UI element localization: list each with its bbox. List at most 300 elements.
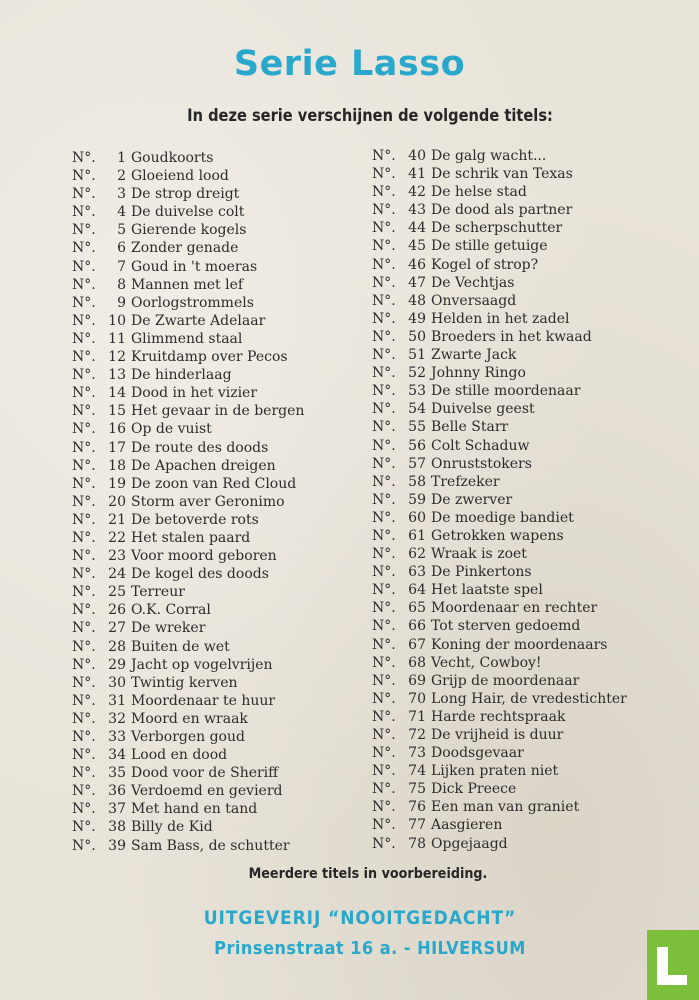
number-label: N°. bbox=[72, 747, 96, 764]
number-label: N°. bbox=[372, 166, 396, 183]
number-label: N°. bbox=[72, 529, 96, 546]
issue-title: Dood in het vizier bbox=[131, 385, 258, 402]
number-label: N°. bbox=[372, 274, 396, 291]
issue-title: Long Hair, de vredestichter bbox=[431, 690, 627, 707]
issue-title: Goud in 't moeras bbox=[131, 258, 258, 275]
issue-number: 35 bbox=[108, 765, 126, 782]
issue-number: 32 bbox=[108, 710, 126, 727]
list-item bbox=[372, 780, 627, 798]
issue-title: Lijken praten niet bbox=[431, 763, 559, 780]
number-label: N°. bbox=[72, 475, 96, 492]
number-label: N°. bbox=[72, 457, 96, 474]
issue-number: 15 bbox=[108, 403, 126, 420]
list-item bbox=[372, 690, 627, 708]
list-item bbox=[72, 239, 304, 257]
list-item bbox=[372, 165, 627, 183]
issue-number: 42 bbox=[408, 184, 426, 201]
issue-number: 13 bbox=[108, 367, 126, 384]
issue-title: Moordenaar en rechter bbox=[431, 600, 598, 617]
list-item bbox=[72, 384, 304, 402]
issue-title: Onruststokers bbox=[431, 455, 532, 472]
list-item bbox=[72, 457, 304, 475]
number-label: N°. bbox=[372, 799, 396, 816]
number-label: N°. bbox=[372, 509, 396, 526]
issue-title: Voor moord geboren bbox=[131, 548, 277, 565]
number-label: N°. bbox=[372, 238, 396, 255]
list-item bbox=[372, 599, 627, 617]
list-item bbox=[72, 348, 304, 366]
issue-title: Mannen met lef bbox=[131, 276, 244, 293]
issue-number: 74 bbox=[408, 763, 426, 780]
list-item bbox=[372, 274, 627, 292]
number-label: N°. bbox=[72, 150, 96, 166]
number-label: N°. bbox=[372, 636, 396, 653]
issue-title: O.K. Corral bbox=[131, 602, 211, 619]
title-list-right bbox=[372, 147, 627, 853]
issue-title: De helse stad bbox=[431, 184, 527, 201]
issue-title: Getrokken wapens bbox=[431, 527, 564, 544]
issue-number: 47 bbox=[408, 274, 426, 291]
list-item bbox=[72, 167, 304, 185]
list-item bbox=[72, 583, 304, 601]
issue-number: 1 bbox=[117, 150, 126, 166]
issue-title: De route des doods bbox=[131, 439, 269, 456]
page-title: Serie Lasso bbox=[233, 44, 466, 84]
issue-number: 29 bbox=[108, 656, 126, 673]
issue-title: De Vechtjas bbox=[431, 274, 515, 291]
issue-number: 77 bbox=[408, 817, 426, 834]
list-item bbox=[372, 816, 627, 834]
issue-title: De Zwarte Adelaar bbox=[131, 312, 266, 329]
issue-number: 57 bbox=[408, 455, 426, 472]
list-item bbox=[72, 294, 304, 312]
list-item bbox=[72, 692, 304, 710]
number-label: N°. bbox=[72, 385, 96, 402]
list-item bbox=[372, 183, 627, 201]
number-label: N°. bbox=[372, 365, 396, 382]
number-label: N°. bbox=[72, 367, 96, 384]
issue-title: De Pinkertons bbox=[431, 564, 532, 581]
list-item bbox=[372, 762, 627, 780]
number-label: N°. bbox=[72, 168, 96, 185]
issue-number: 36 bbox=[108, 783, 126, 800]
list-item bbox=[72, 800, 304, 818]
issue-number: 38 bbox=[108, 819, 126, 836]
issue-number: 67 bbox=[408, 636, 426, 653]
number-label: N°. bbox=[372, 383, 396, 400]
number-label: N°. bbox=[372, 256, 396, 273]
number-label: N°. bbox=[372, 419, 396, 436]
list-item bbox=[72, 402, 304, 420]
number-label: N°. bbox=[372, 745, 396, 762]
issue-number: 8 bbox=[117, 276, 126, 293]
issue-number: 55 bbox=[408, 419, 426, 436]
issue-title: Onversaagd bbox=[431, 292, 517, 309]
number-label: N°. bbox=[72, 819, 96, 836]
publisher-address: Prinsenstraat 16 a. - HILVERSUM bbox=[214, 938, 526, 959]
issue-title: Een man van graniet bbox=[431, 799, 580, 816]
list-item bbox=[372, 473, 627, 491]
number-label: N°. bbox=[72, 349, 96, 366]
number-label: N°. bbox=[372, 600, 396, 617]
issue-number: 23 bbox=[108, 548, 126, 565]
number-label: N°. bbox=[372, 546, 396, 563]
issue-title: Buiten de wet bbox=[131, 638, 230, 655]
list-item bbox=[72, 818, 304, 836]
issue-title: Goudkoorts bbox=[131, 150, 214, 166]
number-label: N°. bbox=[72, 692, 96, 709]
issue-title: De strop dreigt bbox=[131, 186, 240, 203]
issue-number: 5 bbox=[117, 222, 126, 239]
issue-number: 30 bbox=[108, 674, 126, 691]
number-label: N°. bbox=[372, 727, 396, 743]
list-item bbox=[72, 746, 304, 764]
list-item bbox=[72, 728, 304, 746]
number-label: N°. bbox=[72, 222, 96, 239]
issue-number: 9 bbox=[117, 294, 126, 311]
list-item bbox=[72, 782, 304, 800]
issue-number: 18 bbox=[108, 457, 126, 474]
issue-title: Colt Schaduw bbox=[431, 437, 530, 454]
number-label: N°. bbox=[372, 672, 396, 689]
issue-number: 45 bbox=[408, 238, 426, 255]
list-item bbox=[72, 529, 304, 547]
number-label: N°. bbox=[72, 837, 96, 854]
issue-title: Jacht op vogelvrijen bbox=[131, 656, 273, 673]
list-item bbox=[72, 312, 304, 330]
issue-number: 12 bbox=[108, 349, 126, 366]
number-label: N°. bbox=[372, 455, 396, 472]
number-label: N°. bbox=[72, 204, 96, 221]
list-item bbox=[72, 710, 304, 728]
issue-title: De dood als partner bbox=[431, 202, 573, 219]
number-label: N°. bbox=[72, 602, 96, 619]
logo-letter-l bbox=[657, 947, 668, 985]
issue-number: 20 bbox=[108, 493, 126, 510]
list-item bbox=[372, 563, 627, 581]
issue-title: Twintig kerven bbox=[131, 674, 238, 691]
list-item bbox=[72, 511, 304, 529]
list-item bbox=[372, 617, 627, 635]
issue-number: 76 bbox=[408, 799, 426, 816]
issue-number: 31 bbox=[108, 692, 126, 709]
issue-number: 61 bbox=[408, 527, 426, 544]
number-label: N°. bbox=[372, 401, 396, 418]
issue-title: Doodsgevaar bbox=[431, 745, 524, 762]
issue-title: Oorlogstrommels bbox=[131, 294, 254, 311]
issue-number: 39 bbox=[108, 837, 126, 854]
number-label: N°. bbox=[372, 328, 396, 345]
list-item bbox=[372, 400, 627, 418]
issue-number: 43 bbox=[408, 202, 426, 219]
list-item bbox=[372, 835, 627, 853]
issue-title: Broeders in het kwaad bbox=[431, 328, 592, 345]
issue-number: 69 bbox=[408, 672, 426, 689]
list-item bbox=[372, 328, 627, 346]
issue-number: 10 bbox=[108, 312, 126, 329]
list-item bbox=[72, 547, 304, 565]
list-item bbox=[372, 726, 627, 744]
list-item bbox=[372, 636, 627, 654]
number-label: N°. bbox=[72, 710, 96, 727]
issue-number: 40 bbox=[408, 148, 426, 164]
issue-title: Dick Preece bbox=[431, 781, 517, 798]
issue-title: Terreur bbox=[131, 584, 185, 601]
number-label: N°. bbox=[372, 690, 396, 707]
list-item bbox=[372, 147, 627, 165]
issue-number: 71 bbox=[408, 708, 426, 725]
issue-title: Zonder genade bbox=[131, 240, 239, 257]
list-item bbox=[372, 310, 627, 328]
issue-title: Belle Starr bbox=[431, 419, 509, 436]
list-item bbox=[72, 674, 304, 692]
list-item bbox=[372, 527, 627, 545]
number-label: N°. bbox=[72, 493, 96, 510]
number-label: N°. bbox=[372, 527, 396, 544]
issue-number: 64 bbox=[408, 582, 426, 599]
issue-number: 46 bbox=[408, 256, 426, 273]
list-item bbox=[372, 364, 627, 382]
issue-title: De kogel des doods bbox=[131, 566, 269, 583]
number-label: N°. bbox=[72, 656, 96, 673]
number-label: N°. bbox=[372, 763, 396, 780]
issue-number: 75 bbox=[408, 781, 426, 798]
number-label: N°. bbox=[72, 783, 96, 800]
issue-title: Met hand en tand bbox=[131, 801, 258, 818]
issue-number: 21 bbox=[108, 511, 126, 528]
issue-number: 44 bbox=[408, 220, 426, 237]
list-item bbox=[72, 656, 304, 674]
number-label: N°. bbox=[372, 817, 396, 834]
issue-title: Helden in het zadel bbox=[431, 310, 570, 327]
number-label: N°. bbox=[372, 310, 396, 327]
issue-title: Trefzeker bbox=[431, 473, 500, 490]
issue-number: 56 bbox=[408, 437, 426, 454]
issue-number: 52 bbox=[408, 365, 426, 382]
issue-number: 24 bbox=[108, 566, 126, 583]
issue-number: 60 bbox=[408, 509, 426, 526]
number-label: N°. bbox=[372, 220, 396, 237]
issue-title: Koning der moordenaars bbox=[431, 636, 608, 653]
number-label: N°. bbox=[372, 473, 396, 490]
issue-title: Dood voor de Sheriff bbox=[131, 765, 279, 782]
issue-number: 14 bbox=[108, 385, 126, 402]
issue-title: De duivelse colt bbox=[131, 204, 245, 221]
list-item bbox=[372, 219, 627, 237]
number-label: N°. bbox=[72, 330, 96, 347]
issue-number: 78 bbox=[408, 835, 426, 852]
list-item bbox=[72, 221, 304, 239]
issue-number: 16 bbox=[108, 421, 126, 438]
number-label: N°. bbox=[72, 584, 96, 601]
issue-title: Wraak is zoet bbox=[431, 546, 527, 563]
issue-title: Kruitdamp over Pecos bbox=[131, 349, 288, 366]
list-item bbox=[372, 491, 627, 509]
list-item bbox=[372, 654, 627, 672]
number-label: N°. bbox=[372, 202, 396, 219]
issue-title: Vecht, Cowboy! bbox=[431, 654, 542, 671]
list-item bbox=[372, 672, 627, 690]
list-item bbox=[72, 258, 304, 276]
list-item bbox=[72, 420, 304, 438]
list-item bbox=[72, 276, 304, 294]
issue-title: Zwarte Jack bbox=[431, 347, 517, 364]
list-item bbox=[372, 256, 627, 274]
number-label: N°. bbox=[72, 312, 96, 329]
list-item bbox=[72, 330, 304, 348]
page-subtitle: In deze serie verschijnen de volgende titels: bbox=[187, 106, 553, 126]
footer-note: Meerdere titels in voorbereiding. bbox=[248, 866, 488, 882]
list-item bbox=[72, 619, 304, 637]
number-label: N°. bbox=[72, 258, 96, 275]
number-label: N°. bbox=[72, 801, 96, 818]
list-item bbox=[372, 382, 627, 400]
issue-number: 7 bbox=[117, 258, 126, 275]
issue-number: 41 bbox=[408, 166, 426, 183]
issue-number: 37 bbox=[108, 801, 126, 818]
number-label: N°. bbox=[372, 582, 396, 599]
issue-title: Duivelse geest bbox=[431, 401, 535, 418]
issue-title: Harde rechtspraak bbox=[431, 708, 566, 725]
issue-title: De vrijheid is duur bbox=[431, 727, 564, 743]
issue-title: De scherpschutter bbox=[431, 220, 563, 237]
issue-title: Het gevaar in de bergen bbox=[131, 403, 305, 420]
title-list-left bbox=[72, 149, 304, 855]
issue-title: De hinderlaag bbox=[131, 367, 232, 384]
number-label: N°. bbox=[372, 618, 396, 635]
issue-number: 54 bbox=[408, 401, 426, 418]
issue-title: De galg wacht... bbox=[431, 148, 547, 164]
number-label: N°. bbox=[72, 186, 96, 203]
number-label: N°. bbox=[72, 421, 96, 438]
issue-title: De Apachen dreigen bbox=[131, 457, 276, 474]
list-item bbox=[372, 581, 627, 599]
number-label: N°. bbox=[372, 781, 396, 798]
issue-number: 49 bbox=[408, 310, 426, 327]
number-label: N°. bbox=[372, 564, 396, 581]
number-label: N°. bbox=[72, 294, 96, 311]
issue-number: 70 bbox=[408, 690, 426, 707]
number-label: N°. bbox=[72, 638, 96, 655]
issue-title: Moord en wraak bbox=[131, 710, 248, 727]
number-label: N°. bbox=[72, 765, 96, 782]
list-item bbox=[72, 493, 304, 511]
list-item bbox=[72, 638, 304, 656]
issue-title: Verborgen goud bbox=[131, 729, 245, 745]
number-label: N°. bbox=[372, 708, 396, 725]
issue-title: Glimmend staal bbox=[131, 330, 243, 347]
issue-title: Aasgieren bbox=[431, 817, 503, 834]
issue-number: 62 bbox=[408, 546, 426, 563]
issue-title: De stille getuige bbox=[431, 238, 548, 255]
number-label: N°. bbox=[372, 491, 396, 508]
number-label: N°. bbox=[72, 566, 96, 583]
issue-number: 51 bbox=[408, 347, 426, 364]
issue-title: De moedige bandiet bbox=[431, 509, 574, 526]
issue-title: Sam Bass, de schutter bbox=[131, 837, 290, 854]
issue-title: De schrik van Texas bbox=[431, 166, 573, 183]
lastdodo-l-logo-icon bbox=[647, 930, 699, 1000]
list-item bbox=[72, 601, 304, 619]
list-item bbox=[72, 149, 304, 167]
list-item bbox=[72, 203, 304, 221]
issue-title: Verdoemd en gevierd bbox=[131, 783, 283, 800]
issue-title: Op de vuist bbox=[131, 421, 212, 438]
list-item bbox=[72, 475, 304, 493]
issue-number: 6 bbox=[117, 240, 126, 257]
number-label: N°. bbox=[372, 148, 396, 164]
issue-title: Johnny Ringo bbox=[431, 365, 526, 382]
issue-number: 17 bbox=[108, 439, 126, 456]
issue-number: 22 bbox=[108, 529, 126, 546]
issue-title: Lood en dood bbox=[131, 747, 228, 764]
number-label: N°. bbox=[372, 835, 396, 852]
issue-number: 73 bbox=[408, 745, 426, 762]
issue-title: De zoon van Red Cloud bbox=[131, 475, 297, 492]
issue-title: Moordenaar te huur bbox=[131, 692, 276, 709]
issue-title: Gierende kogels bbox=[131, 222, 247, 239]
list-item bbox=[72, 565, 304, 583]
list-item bbox=[372, 437, 627, 455]
number-label: N°. bbox=[72, 548, 96, 565]
list-item bbox=[372, 798, 627, 816]
number-label: N°. bbox=[72, 511, 96, 528]
issue-number: 33 bbox=[108, 729, 126, 745]
number-label: N°. bbox=[72, 620, 96, 637]
list-item bbox=[372, 292, 627, 310]
issue-number: 27 bbox=[108, 620, 126, 637]
number-label: N°. bbox=[72, 240, 96, 257]
issue-title: De zwerver bbox=[431, 491, 513, 508]
number-label: N°. bbox=[72, 729, 96, 745]
list-item bbox=[372, 418, 627, 436]
issue-number: 26 bbox=[108, 602, 126, 619]
list-item bbox=[372, 708, 627, 726]
issue-title: De betoverde rots bbox=[131, 511, 259, 528]
issue-number: 28 bbox=[108, 638, 126, 655]
number-label: N°. bbox=[72, 276, 96, 293]
issue-title: Grijp de moordenaar bbox=[431, 672, 580, 689]
issue-number: 4 bbox=[117, 204, 126, 221]
list-item bbox=[372, 455, 627, 473]
issue-number: 59 bbox=[408, 491, 426, 508]
issue-number: 19 bbox=[108, 475, 126, 492]
issue-title: Kogel of strop? bbox=[431, 256, 539, 273]
number-label: N°. bbox=[372, 184, 396, 201]
issue-number: 63 bbox=[408, 564, 426, 581]
issue-title: Gloeiend lood bbox=[131, 168, 229, 185]
number-label: N°. bbox=[372, 437, 396, 454]
issue-title: Tot sterven gedoemd bbox=[431, 618, 581, 635]
issue-title: De wreker bbox=[131, 620, 206, 637]
list-item bbox=[372, 201, 627, 219]
issue-title: Billy de Kid bbox=[131, 819, 213, 836]
issue-number: 11 bbox=[108, 330, 126, 347]
issue-number: 58 bbox=[408, 473, 426, 490]
issue-number: 2 bbox=[117, 168, 126, 185]
list-item bbox=[72, 185, 304, 203]
list-item bbox=[372, 545, 627, 563]
list-item bbox=[72, 366, 304, 384]
issue-title: De stille moordenaar bbox=[431, 383, 581, 400]
list-item bbox=[372, 346, 627, 364]
list-item bbox=[72, 837, 304, 855]
list-item bbox=[372, 237, 627, 255]
number-label: N°. bbox=[372, 654, 396, 671]
issue-title: Het laatste spel bbox=[431, 582, 543, 599]
number-label: N°. bbox=[372, 292, 396, 309]
issue-title: Het stalen paard bbox=[131, 529, 251, 546]
